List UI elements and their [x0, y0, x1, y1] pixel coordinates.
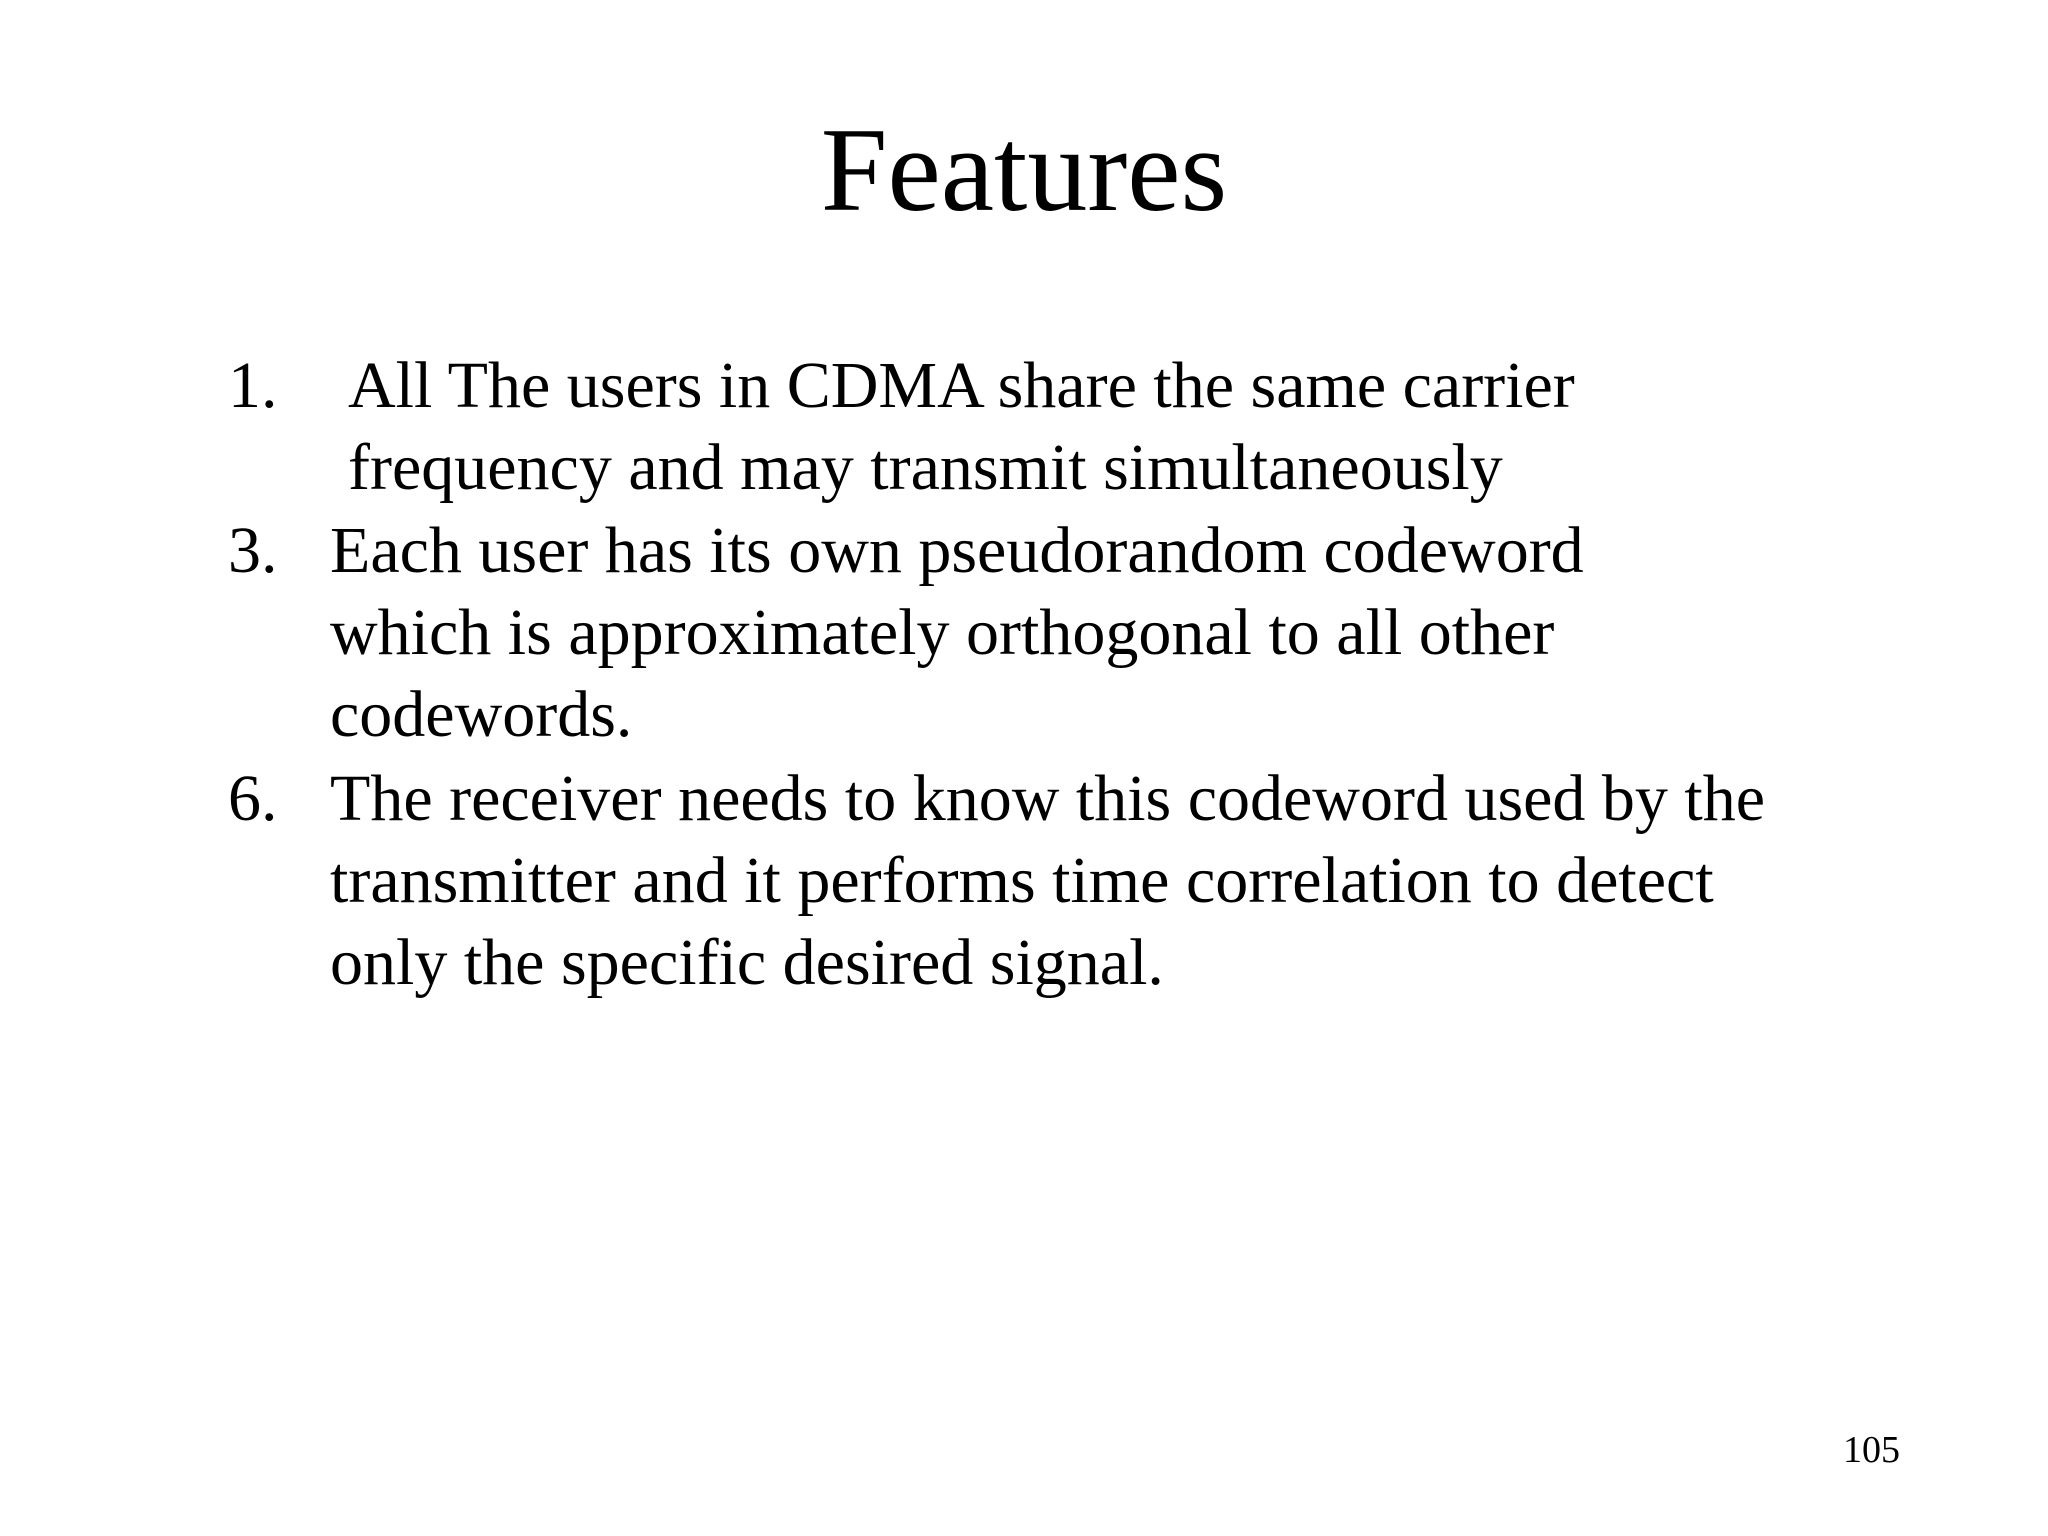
list-item-number: 6.: [228, 762, 278, 835]
list-item-text: The receiver needs to know this codeword used by the transmitter and it performs time correlation to detect only the specific desired signal.: [330, 762, 1766, 999]
list-item-text: Each user has its own pseudorandom codeword which is approximately orthogonal to all other codewords.: [330, 514, 1584, 751]
list-item-number: 1.: [228, 349, 278, 422]
list-item-number: 3.: [228, 514, 278, 587]
slide-title: Features: [820, 103, 1228, 236]
page-number: 105: [1843, 1429, 1900, 1471]
list-item-text: All The users in CDMA share the same carrier frequency and may transmit simultaneously: [348, 349, 1575, 504]
